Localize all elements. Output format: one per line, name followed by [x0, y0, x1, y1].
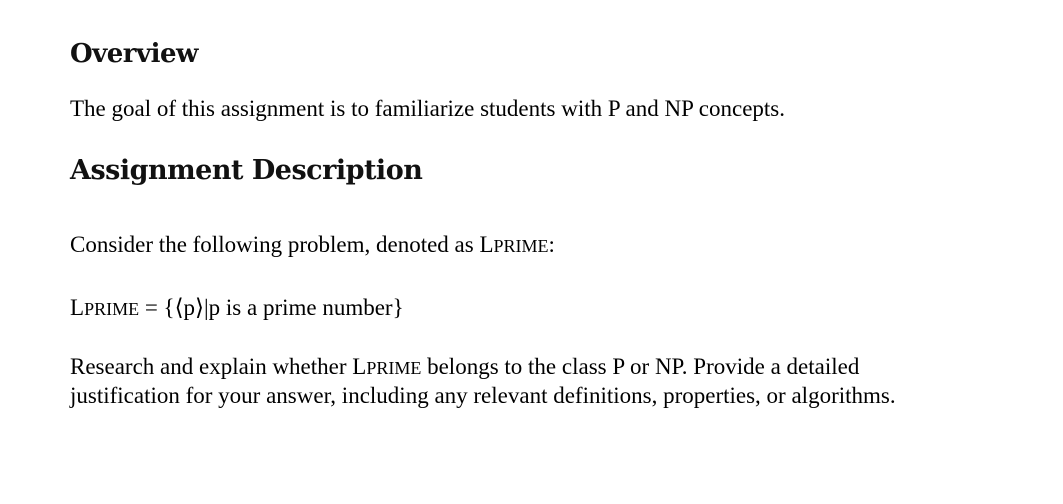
- task-line-1-end: belongs to the class P or NP. Provide a detailed: [421, 354, 860, 379]
- problem-intro: [70, 231, 555, 260]
- language-definition: [70, 294, 404, 323]
- assignment-description-heading: Assignment Description: [70, 155, 423, 186]
- language-subscript: PRIME: [84, 299, 140, 319]
- task-text: [70, 353, 896, 410]
- problem-intro-colon: :: [548, 232, 555, 257]
- problem-intro-subscript: PRIME: [493, 236, 549, 256]
- task-line-2: justification for your answer, including any relevant definitions, properties, or algorithms.: [70, 383, 896, 408]
- overview-text: The goal of this assignment is to familiarize students with P and NP concepts.: [70, 96, 786, 121]
- language-set: = {⟨p⟩|p is a prime number}: [139, 295, 404, 320]
- overview-heading: Overview: [70, 39, 198, 69]
- problem-intro-text: Consider the following problem, denoted as L: [70, 232, 494, 257]
- task-line-1-start: Research and explain whether L: [70, 354, 367, 379]
- task-line-1-subscript: PRIME: [366, 358, 422, 378]
- language-symbol: L: [70, 295, 85, 320]
